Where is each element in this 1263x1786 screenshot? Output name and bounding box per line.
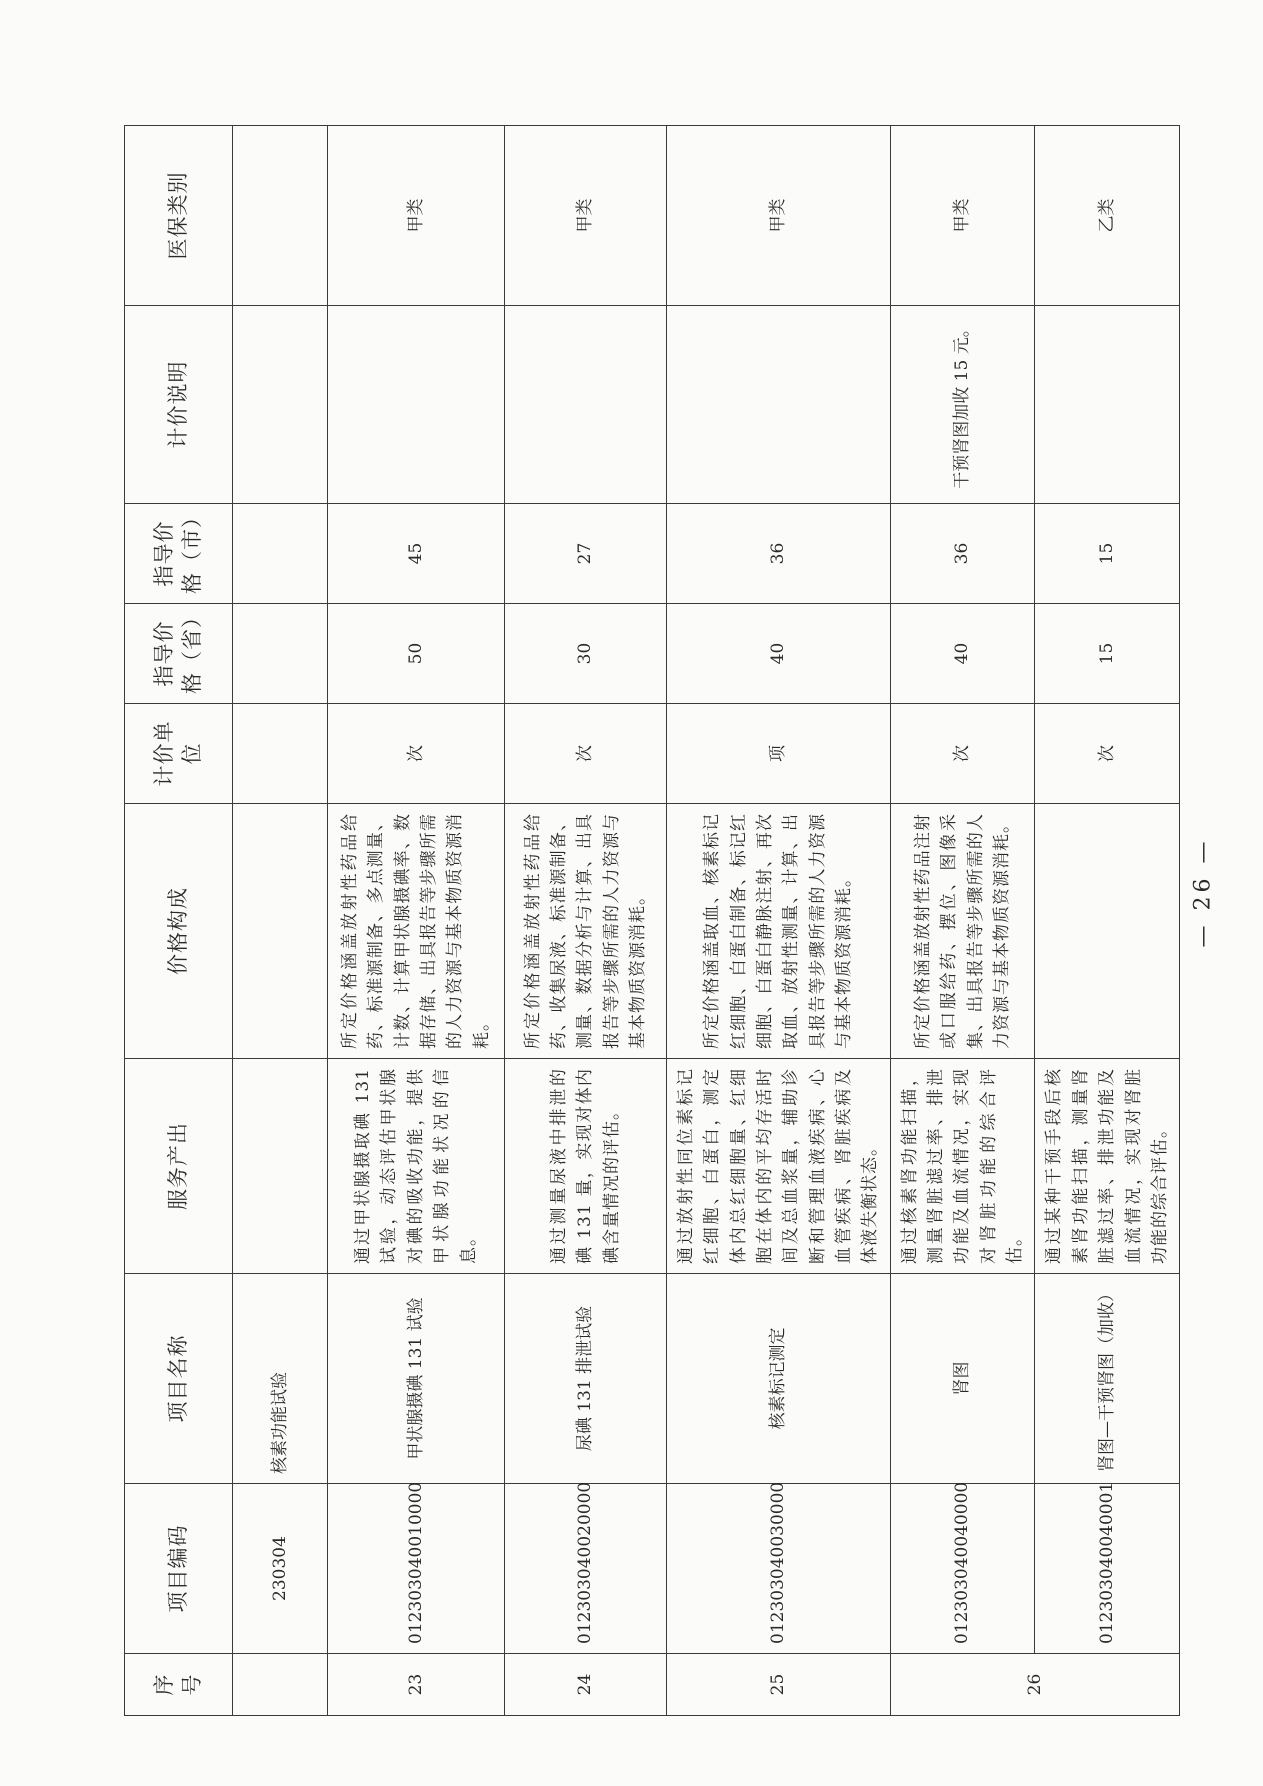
cell-note: 干预肾图加收 15 元。 — [890, 306, 1035, 504]
header-price-province: 指导价格（省） — [125, 604, 233, 704]
cell-code: 012303040030000 — [667, 1484, 891, 1654]
cell-note — [233, 306, 328, 504]
cell-code: 012303040040000 — [890, 1484, 1035, 1654]
cell-seq — [233, 1654, 328, 1716]
cell-composition: 所定价格涵盖放射性药品注射或口服给药、摆位、图像采集、出具报告等步骤所需的人力资源与基本物质资源消耗。 — [890, 804, 1035, 1059]
cell-price-city: 45 — [328, 504, 505, 604]
cell-seq: 24 — [505, 1654, 667, 1716]
cell-output: 通过放射性同位素标记红细胞、白蛋白，测定体内总红细胞量、红细胞在体内的平均存活时间及总血浆量，辅助诊断和管理血液疾病、心血管疾病、肾脏疾病及体液失衡状态。 — [667, 1059, 891, 1274]
header-note: 计价说明 — [125, 306, 233, 504]
cell-price-province: 40 — [667, 604, 891, 704]
cell-output — [233, 1059, 328, 1274]
cell-note — [1035, 306, 1180, 504]
cell-code: 230304 — [233, 1484, 328, 1654]
cell-name: 核素功能试验 — [233, 1274, 328, 1484]
cell-price-city: 36 — [667, 504, 891, 604]
cell-unit — [233, 704, 328, 804]
cell-output: 通过核素肾功能扫描，测量肾脏滤过率、排泄功能及血流情况，实现对肾脏功能的综合评估。 — [890, 1059, 1035, 1274]
rotated-table-container — [124, 126, 1170, 1716]
cell-insurance — [233, 126, 328, 306]
cell-price-province — [233, 604, 328, 704]
cell-price-city — [233, 504, 328, 604]
table-row — [667, 126, 891, 1716]
cell-composition: 所定价格涵盖放射性药品给药、标准源制备、多点测量、计数、计算甲状腺摄碘率、数据存储、出具报告等步骤所需的人力资源与基本物质资源消耗。 — [328, 804, 505, 1059]
cell-composition: 所定价格涵盖取血、核素标记红细胞、白蛋白制备、标记红细胞、白蛋白静脉注射、再次取血、放射性测量、计算、出具报告等步骤所需的人力资源与基本物质资源消耗。 — [667, 804, 891, 1059]
cell-name: 肾图—干预肾图（加收） — [1035, 1274, 1180, 1484]
cell-price-province: 50 — [328, 604, 505, 704]
table-row — [505, 126, 667, 1716]
table-row — [890, 126, 1035, 1716]
cell-composition: 所定价格涵盖放射性药品给药、收集尿液、标准源制备、测量、数据分析与计算、出具报告等步骤所需的人力资源与基本物质资源消耗。 — [505, 804, 667, 1059]
cell-insurance: 甲类 — [667, 126, 891, 306]
cell-unit: 次 — [505, 704, 667, 804]
cell-price-province: 15 — [1035, 604, 1180, 704]
cell-seq: 23 — [328, 1654, 505, 1716]
cell-note — [667, 306, 891, 504]
cell-composition — [233, 804, 328, 1059]
cell-code: 012303040010000 — [328, 1484, 505, 1654]
cell-note — [505, 306, 667, 504]
cell-code: 012303040020000 — [505, 1484, 667, 1654]
table-row — [1035, 126, 1180, 1716]
cell-price-province: 30 — [505, 604, 667, 704]
table-row — [233, 126, 328, 1716]
cell-price-city: 36 — [890, 504, 1035, 604]
cell-price-city: 15 — [1035, 504, 1180, 604]
cell-code: 012303040040001 — [1035, 1484, 1180, 1654]
cell-composition — [1035, 804, 1180, 1059]
price-table — [124, 125, 1180, 1716]
cell-unit: 次 — [890, 704, 1035, 804]
cell-insurance: 乙类 — [1035, 126, 1180, 306]
header-unit: 计价单位 — [125, 704, 233, 804]
cell-seq: 25 — [667, 1654, 891, 1716]
cell-name: 核素标记测定 — [667, 1274, 891, 1484]
header-row — [125, 126, 233, 1716]
header-composition: 价格构成 — [125, 804, 233, 1059]
header-code: 项目编码 — [125, 1484, 233, 1654]
header-price-city: 指导价格（市） — [125, 504, 233, 604]
cell-output: 通过甲状腺摄取碘 131 试验，动态评估甲状腺对碘的吸收功能，提供甲状腺功能状况的信息。 — [328, 1059, 505, 1274]
cell-insurance: 甲类 — [890, 126, 1035, 306]
header-seq: 序号 — [125, 1654, 233, 1716]
cell-insurance: 甲类 — [328, 126, 505, 306]
cell-seq: 26 — [890, 1654, 1179, 1716]
cell-price-province: 40 — [890, 604, 1035, 704]
cell-price-city: 27 — [505, 504, 667, 604]
cell-unit: 项 — [667, 704, 891, 804]
cell-unit: 次 — [328, 704, 505, 804]
cell-insurance: 甲类 — [505, 126, 667, 306]
table-row — [328, 126, 505, 1716]
cell-name: 尿碘 131 排泄试验 — [505, 1274, 667, 1484]
cell-output: 通过测量尿液中排泄的碘 131 量，实现对体内碘含量情况的评估。 — [505, 1059, 667, 1274]
cell-name: 甲状腺摄碘 131 试验 — [328, 1274, 505, 1484]
header-output: 服务产出 — [125, 1059, 233, 1274]
cell-unit: 次 — [1035, 704, 1180, 804]
cell-output: 通过某种干预手段后核素肾功能扫描，测量肾脏滤过率、排泄功能及血流情况，实现对肾脏功能的综合评估。 — [1035, 1059, 1180, 1274]
cell-note — [328, 306, 505, 504]
cell-name: 肾图 — [890, 1274, 1035, 1484]
header-name: 项目名称 — [125, 1274, 233, 1484]
page-number: — 26 — — [1190, 837, 1216, 948]
header-insurance: 医保类别 — [125, 126, 233, 306]
